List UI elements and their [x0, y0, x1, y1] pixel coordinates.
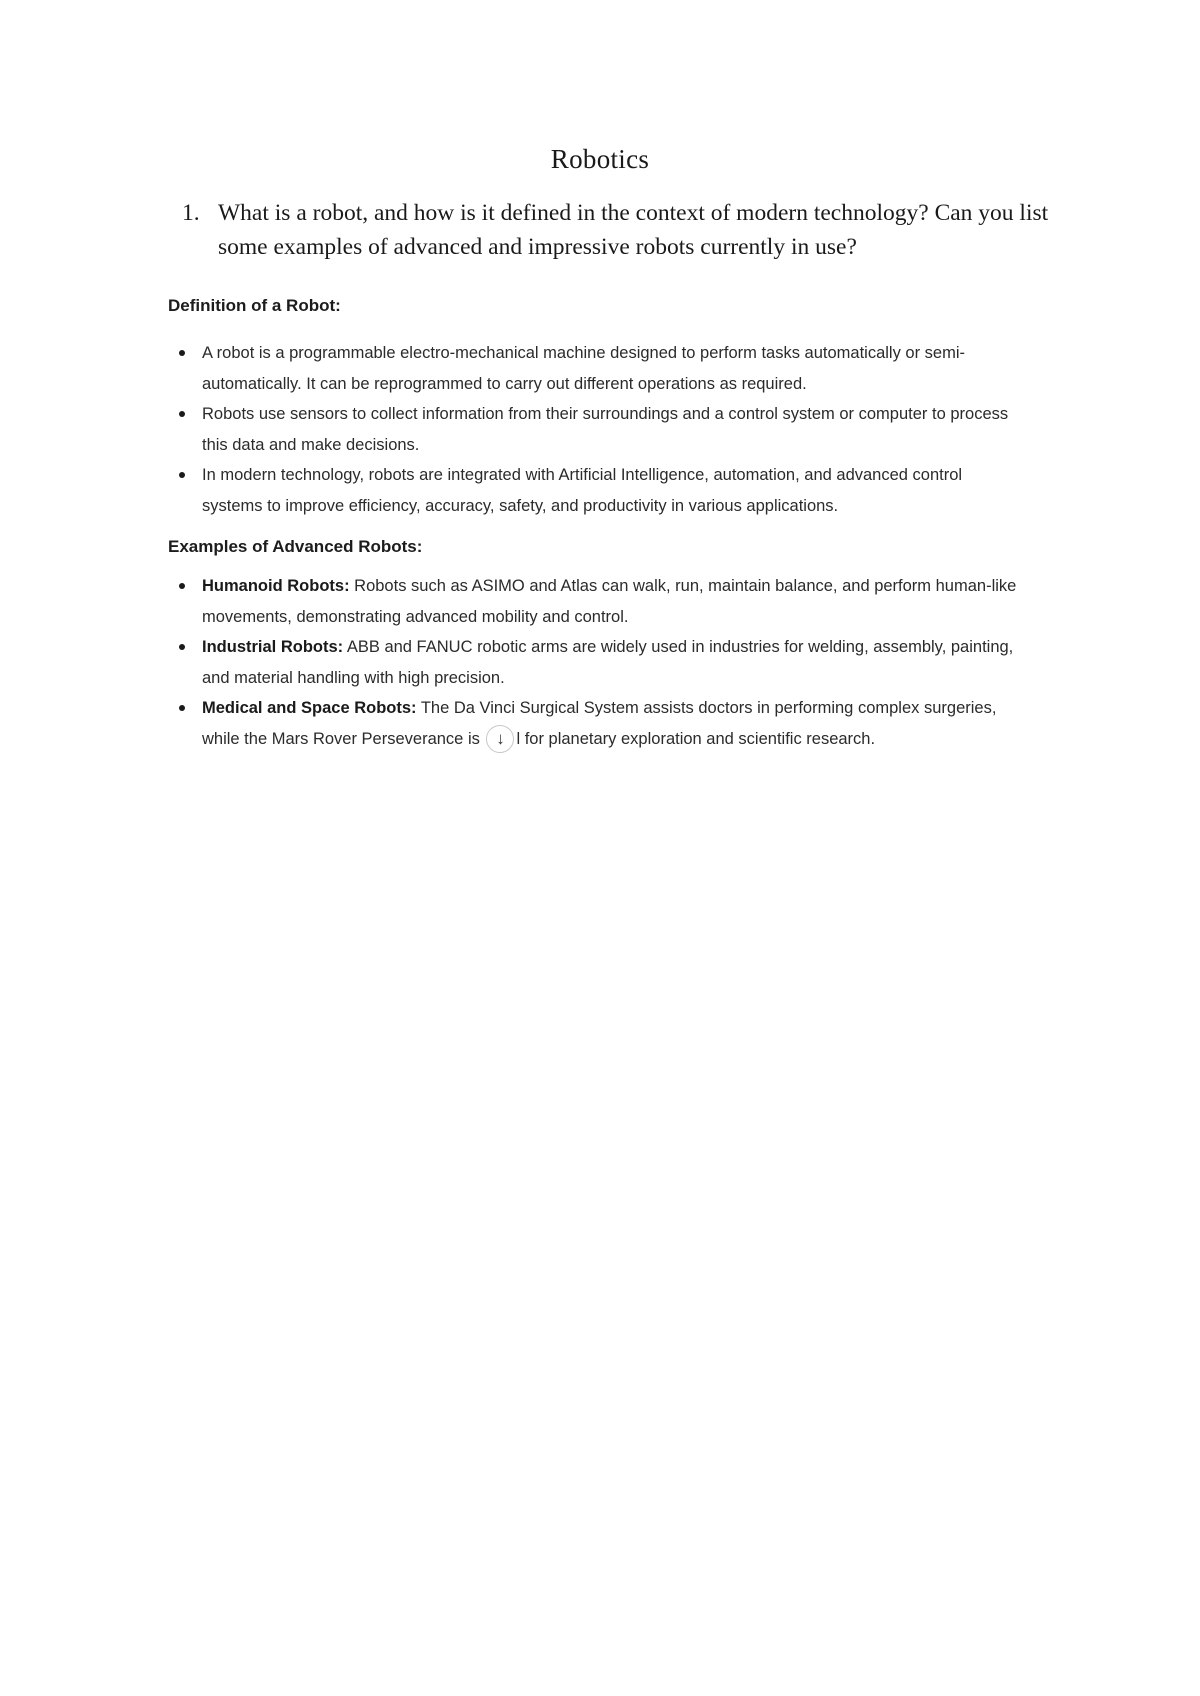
bullet-icon: [179, 705, 185, 711]
definition-item-text: A robot is a programmable electro-mechanical machine designed to perform tasks automatically or semi-automatically. It can be reprogrammed to carry out different operations as required.: [202, 344, 966, 393]
example-label: Industrial Robots:: [202, 638, 344, 656]
bullet-icon: [179, 350, 185, 356]
example-text: ABB and FANUC robotic arms are widely used in industries for welding, assembly, painting, and material handling with high precision.: [202, 638, 1014, 687]
question-number: 1.: [182, 200, 200, 226]
definition-heading: Definition of a Robot:: [168, 296, 341, 315]
examples-list-container: [168, 571, 1018, 754]
definition-item-text: In modern technology, robots are integrated with Artificial Intelligence, automation, and advanced control systems to improve efficiency, accuracy, safety, and productivity in various applications.: [202, 466, 963, 515]
definition-section: [168, 296, 1018, 316]
bullet-icon: [179, 583, 185, 589]
bullet-icon: [179, 472, 185, 478]
examples-list: [168, 571, 1018, 754]
example-label: Medical and Space Robots:: [202, 699, 417, 717]
list-item: [168, 338, 1018, 399]
list-item: [168, 571, 1018, 632]
bullet-icon: [179, 644, 185, 650]
arrow-down-icon: ↓: [496, 729, 505, 749]
examples-heading: Examples of Advanced Robots:: [168, 537, 423, 556]
scroll-down-button[interactable]: [486, 725, 514, 753]
example-text: The Da Vinci Surgical System assists doctors in performing complex surgeries, while the Mars Rover Perseverance is: [202, 699, 997, 748]
definition-item-text: Robots use sensors to collect information from their surroundings and a control system or computer to process this data and make decisions.: [202, 405, 1009, 454]
example-text: Robots such as ASIMO and Atlas can walk, run, maintain balance, and perform human-like movements, demonstrating advanced mobility and control.: [202, 577, 1017, 626]
list-item: [168, 460, 1018, 521]
question-text: What is a robot, and how is it defined in the context of modern technology? Can you list some examples of advanced and impressive robots currently in use?: [218, 200, 1049, 260]
document-title: Robotics: [550, 144, 650, 174]
definition-list: [168, 338, 1018, 521]
list-item: [168, 632, 1018, 693]
list-item: [168, 693, 1018, 754]
examples-section: [168, 537, 1018, 557]
example-label: Humanoid Robots:: [202, 577, 350, 595]
bullet-icon: [179, 411, 185, 417]
question-item: [182, 196, 1052, 264]
list-item: [168, 399, 1018, 460]
example-text-continued: l for planetary exploration and scientific research.: [516, 729, 876, 748]
definition-list-container: [168, 338, 1018, 521]
